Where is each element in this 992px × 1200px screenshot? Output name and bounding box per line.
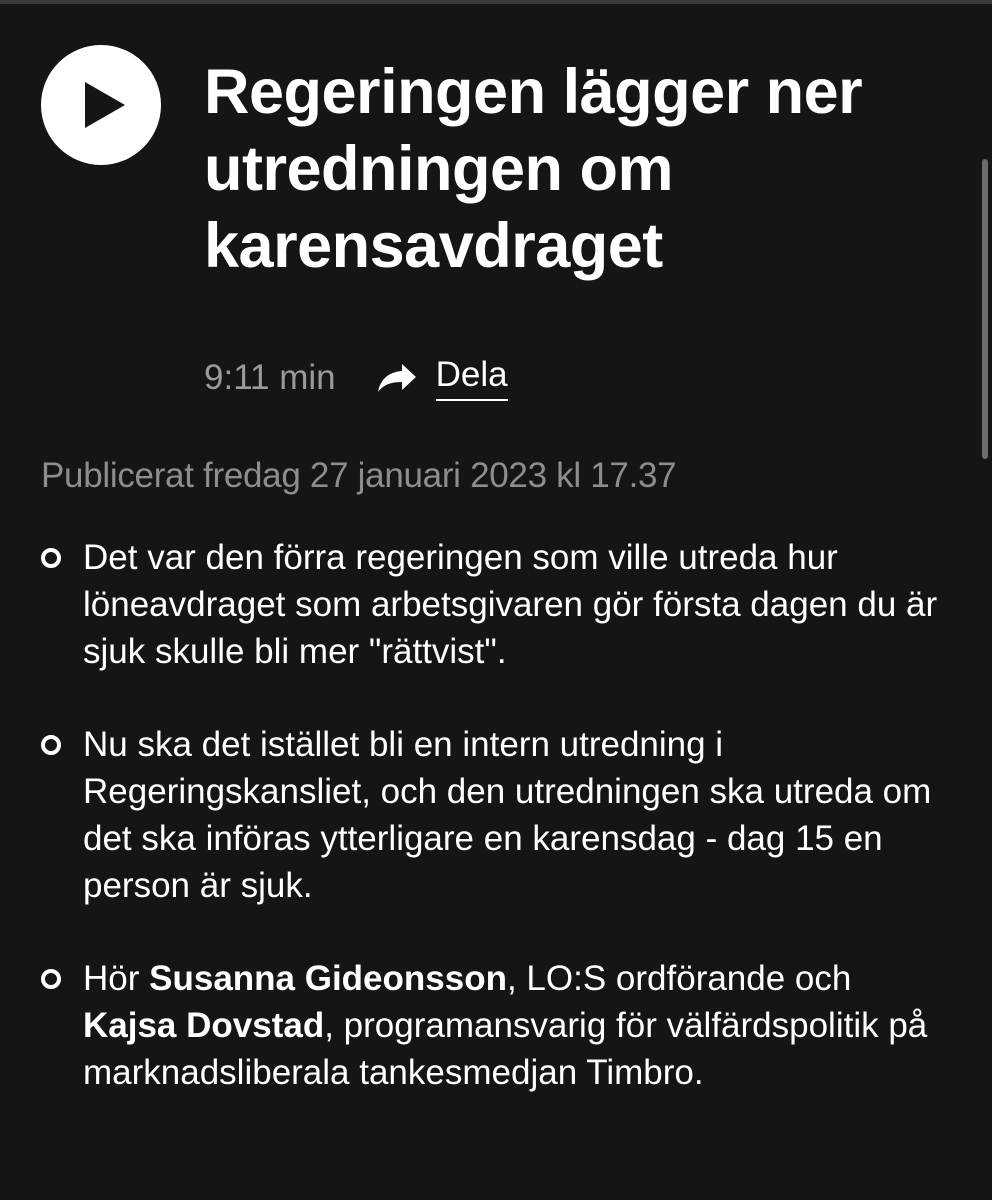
bullet-text: Nu ska det istället bli en intern utredning i Regeringskansliet, och den utredningen ska utreda om det ska införas ytterligare en karensdag - dag 15 en person är sjuk.	[83, 725, 932, 905]
summary-list	[41, 534, 953, 1142]
share-arrow-icon	[376, 362, 418, 394]
bullet-text-middle: , LO:S ordförande och	[506, 959, 852, 998]
bullet-circle-icon	[41, 969, 61, 989]
share-button[interactable]	[376, 355, 508, 401]
bullet-circle-icon	[41, 548, 61, 568]
bullet-text-prefix: Hör	[83, 959, 150, 998]
bullet-text-suffix: , programansvarig för välfärdspolitik på marknadsliberala tankesmedjan Timbro.	[83, 1006, 928, 1092]
play-button[interactable]	[41, 45, 161, 165]
guest-name-2: Kajsa Dovstad	[83, 1006, 325, 1045]
guest-name-1: Susanna Gideonsson	[149, 959, 507, 998]
published-date: Publicerat fredag 27 januari 2023 kl 17.37	[41, 456, 677, 495]
list-item	[41, 534, 953, 675]
list-item	[41, 721, 953, 909]
article-title: Regeringen lägger ner utredningen om karensavdraget	[204, 57, 863, 281]
bullet-circle-icon	[41, 735, 61, 755]
article-meta	[204, 352, 508, 404]
share-label: Dela	[436, 355, 508, 401]
bullet-text: Det var den förra regeringen som ville utreda hur löneavdraget som arbetsgivaren gör första dagen du är sjuk skulle bli mer "rättvist".	[83, 538, 938, 671]
audio-duration: 9:11 min	[204, 358, 336, 397]
play-icon	[85, 82, 125, 128]
list-item	[41, 955, 953, 1096]
scrollbar[interactable]	[982, 159, 988, 459]
